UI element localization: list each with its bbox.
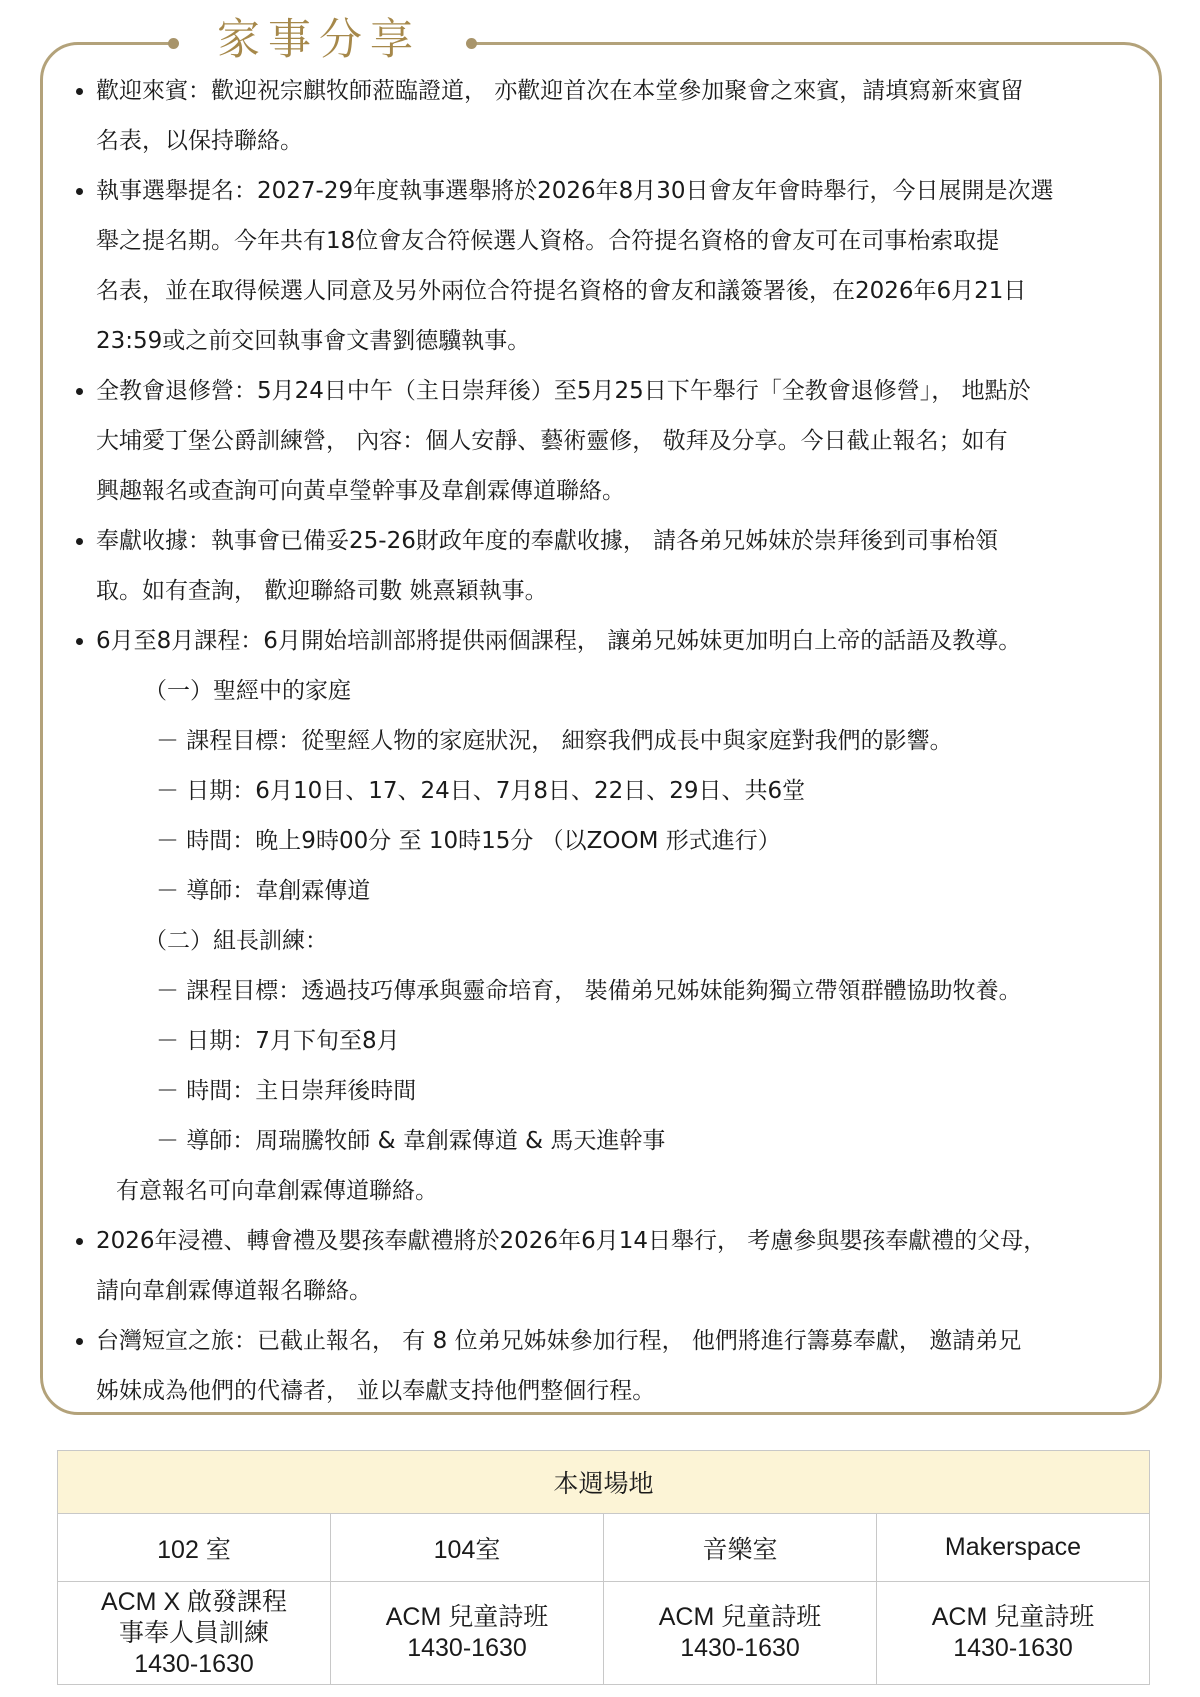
booking-line: ACM 兒童詩班 — [931, 1603, 1095, 1631]
course-detail: － 課程目標：從聖經人物的家庭狀況， 細察我們成長中與家庭對我們的影響。 — [156, 728, 953, 754]
course-detail: － 日期：7月下旬至8月 — [156, 1028, 400, 1054]
course-detail: － 課程目標：透過技巧傳承與靈命培育， 裝備弟兄姊妹能夠獨立帶領群體協助牧養。 — [156, 978, 1022, 1004]
course-heading: （一）聖經中的家庭 — [144, 678, 351, 704]
course-detail: － 日期：6月10日、17、24日、7月8日、22日、29日、共6堂 — [156, 778, 806, 804]
frame-dot-right — [466, 38, 477, 49]
announcement-line: 23:59或之前交回執事會文書劉德驥執事。 — [96, 328, 531, 354]
announcement-receipts — [70, 516, 1150, 616]
announcement-taiwan-mission — [70, 1316, 1150, 1416]
venue-booking — [604, 1582, 877, 1685]
announcement-line: 奉獻收據：執事會已備妥25-26財政年度的奉獻收據， 請各弟兄姊妹於崇拜後到司事枱領 — [96, 528, 999, 554]
venue-room: 音樂室 — [604, 1514, 877, 1582]
booking-line: 1430-1630 — [134, 1649, 254, 1678]
frame-dot-left — [168, 38, 179, 49]
course-detail: － 導師：周瑞騰牧師 & 韋創霖傳道 & 馬天進幹事 — [156, 1128, 666, 1154]
announcement-welcome — [70, 66, 1150, 166]
announcement-line: 執事選舉提名：2027-29年度執事選舉將於2026年8月30日會友年會時舉行，今日展開是次選 — [96, 178, 1054, 204]
announcement-line: 名表，並在取得候選人同意及另外兩位合符提名資格的會友和議簽署後，在2026年6月21日 — [96, 278, 1027, 304]
announcement-line: 舉之提名期。今年共有18位會友合符候選人資格。合符提名資格的會友可在司事枱索取提 — [96, 228, 1000, 254]
announcement-line: 姊妹成為他們的代禱者， 並以奉獻支持他們整個行程。 — [96, 1378, 656, 1404]
booking-line: 事奉人員訓練 — [118, 1618, 269, 1647]
announcement-line: 歡迎來賓：歡迎祝宗麒牧師蒞臨證道， 亦歡迎首次在本堂參加聚會之來賓，請填寫新來賓留 — [96, 78, 1024, 104]
announcement-line: 全教會退修營：5月24日中午（主日崇拜後）至5月25日下午舉行「全教會退修營」， 地點於 — [96, 378, 1031, 404]
section-title: 家事分享 — [217, 15, 421, 65]
booking-line: 1430-1630 — [953, 1634, 1073, 1662]
announcement-line: 請向韋創霖傳道報名聯絡。 — [96, 1278, 372, 1304]
announcement-courses — [70, 616, 1150, 666]
booking-line: ACM 兒童詩班 — [385, 1603, 549, 1631]
course-detail: － 導師：韋創霖傳道 — [156, 878, 371, 904]
course-note: 有意報名可向韋創霖傳道聯絡。 — [116, 1178, 438, 1204]
booking-line: ACM 兒童詩班 — [658, 1603, 822, 1631]
announcement-line: 台灣短宣之旅：已截止報名， 有 8 位弟兄姊妹參加行程， 他們將進行籌募奉獻， 邀請弟兄 — [96, 1328, 1022, 1354]
venue-room: 102 室 — [58, 1514, 331, 1582]
venue-table-title: 本週場地 — [58, 1451, 1150, 1514]
announcement-line: 大埔愛丁堡公爵訓練營， 內容：個人安靜、藝術靈修， 敬拜及分享。今日截止報名；如有 — [96, 428, 1008, 454]
announcement-line: 6月至8月課程：6月開始培訓部將提供兩個課程， 讓弟兄姊妹更加明白上帝的話語及教導。 — [96, 628, 1022, 654]
venue-room: Makerspace — [877, 1514, 1150, 1582]
course-detail: － 時間：晚上9時00分 至 10時15分 （以ZOOM 形式進行） — [156, 828, 781, 854]
announcement-line: 2026年浸禮、轉會禮及嬰孩奉獻禮將於2026年6月14日舉行， 考慮參與嬰孩奉獻禮的父母， — [96, 1228, 1047, 1254]
course-detail: － 時間：主日崇拜後時間 — [156, 1078, 417, 1104]
venue-booking — [58, 1582, 331, 1685]
venue-booking — [331, 1582, 604, 1685]
booking-line: 1430-1630 — [680, 1634, 800, 1662]
booking-line: 1430-1630 — [407, 1634, 527, 1662]
venue-table — [57, 1450, 1150, 1685]
announcement-list — [70, 66, 1150, 1416]
announcement-baptism — [70, 1216, 1150, 1316]
booking-line: ACM X 啟發課程 — [100, 1587, 288, 1616]
announcement-line: 名表，以保持聯絡。 — [96, 128, 303, 154]
announcement-line: 興趣報名或查詢可向黃卓瑩幹事及韋創霖傳道聯絡。 — [96, 478, 625, 504]
venue-room: 104室 — [331, 1514, 604, 1582]
announcement-line: 取。如有查詢， 歡迎聯絡司數 姚熹穎執事。 — [96, 578, 548, 604]
course-heading: （二）組長訓練： — [144, 928, 328, 954]
venue-booking — [877, 1582, 1150, 1685]
announcement-deacon-election — [70, 166, 1150, 366]
announcement-retreat — [70, 366, 1150, 516]
